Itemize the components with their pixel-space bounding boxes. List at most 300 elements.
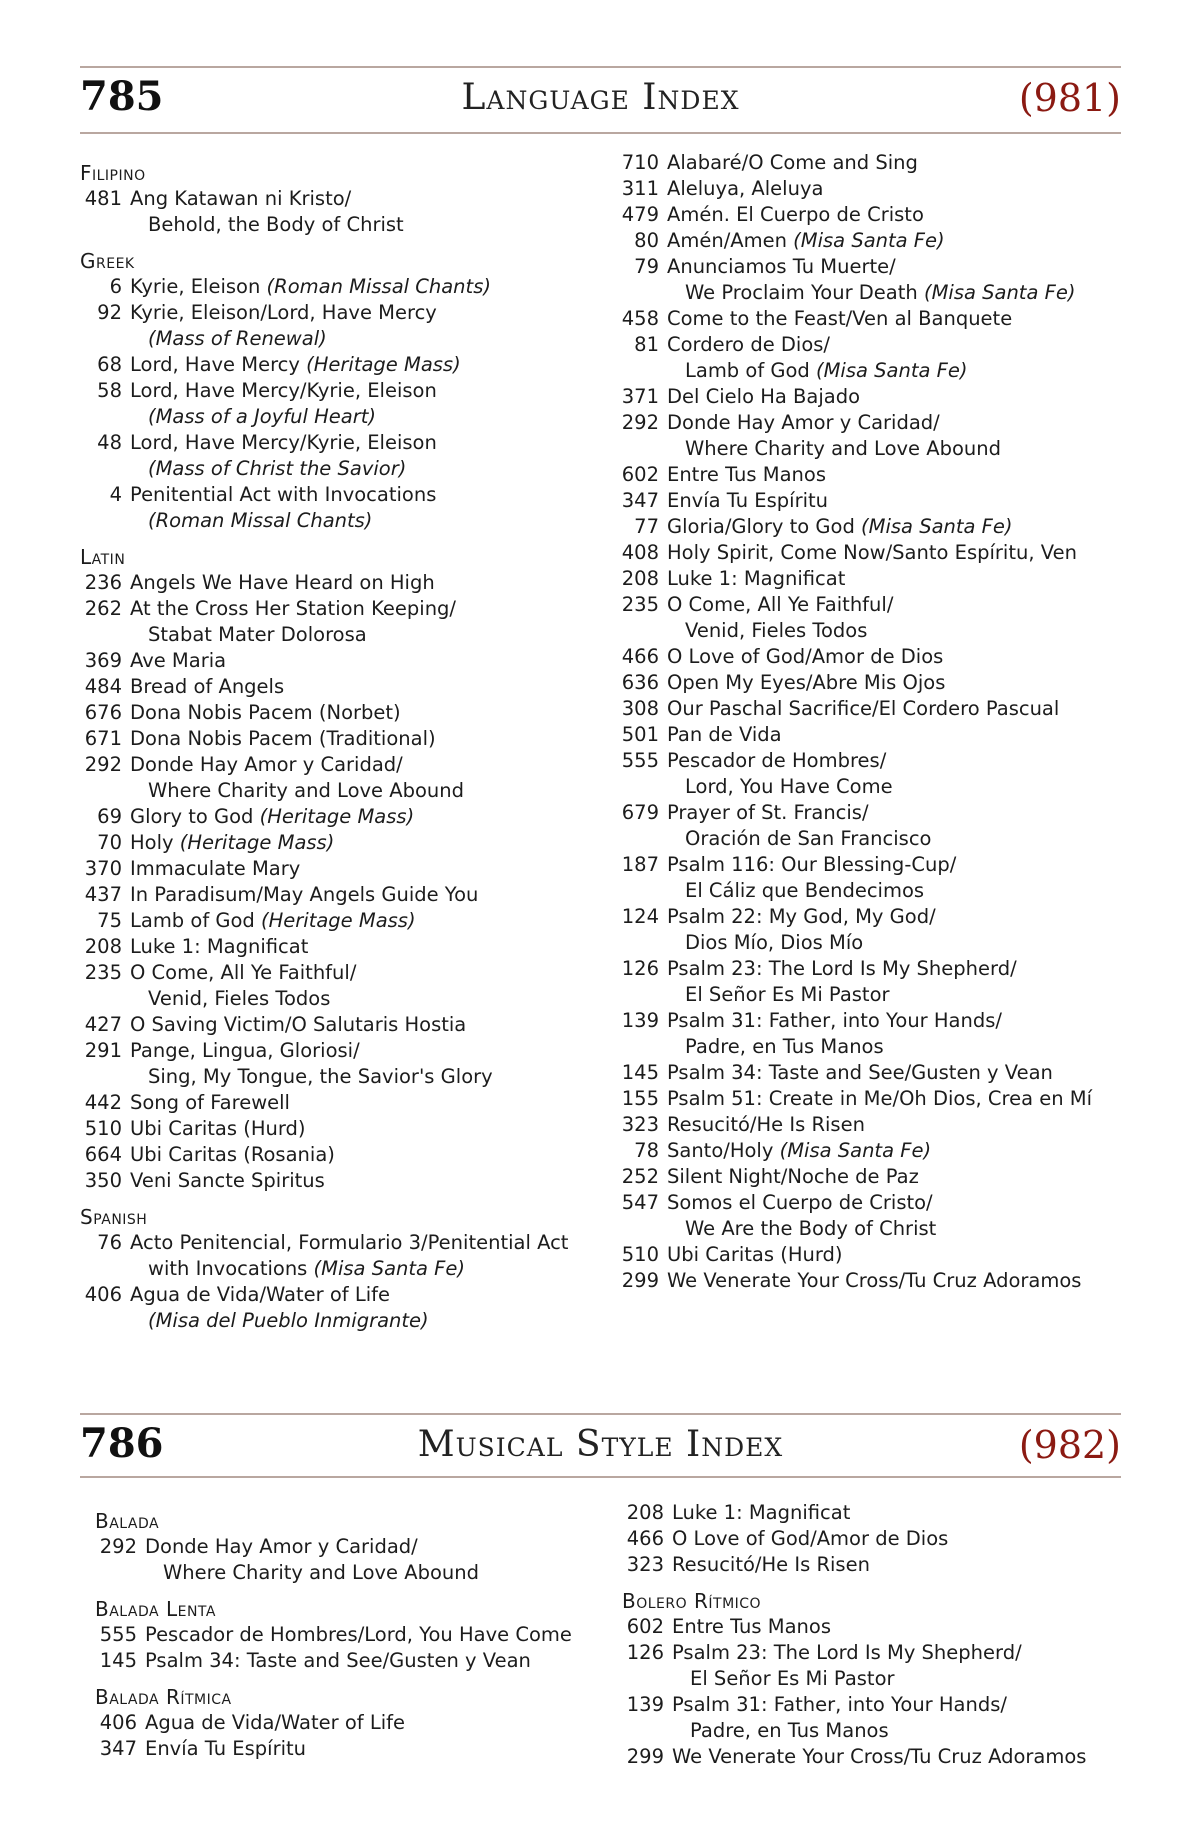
entry-line — [130, 752, 610, 778]
index-entry — [80, 1090, 610, 1116]
entry-title: Luke 1: Magnificat — [130, 935, 309, 958]
entry-line — [672, 1526, 1142, 1552]
entry-line — [667, 696, 1137, 722]
index-entry — [617, 1164, 1137, 1190]
hymn-number: 602 — [621, 463, 659, 486]
entry-line — [667, 540, 1137, 566]
index-entry — [617, 566, 1137, 592]
hymn-number: 311 — [621, 177, 659, 200]
entry-line — [130, 1308, 610, 1334]
index-entry — [622, 1614, 1142, 1640]
hymn-number: 602 — [626, 1615, 664, 1638]
index-entry — [80, 378, 610, 430]
hymn-number: 69 — [97, 805, 122, 828]
hymn-number: 126 — [626, 1641, 664, 1664]
index-entry — [80, 960, 610, 1012]
entry-line — [667, 306, 1137, 332]
entry-title: Pange, Lingua, Gloriosi/ — [130, 1039, 360, 1062]
entry-line — [667, 748, 1137, 774]
index-entry — [617, 670, 1137, 696]
index-entry — [80, 934, 610, 960]
entry-line — [667, 852, 1137, 878]
entry-line — [145, 1648, 615, 1674]
entry-line — [130, 274, 610, 300]
index-entry — [617, 904, 1137, 956]
entry-line — [130, 1230, 610, 1256]
hymn-number: 427 — [84, 1013, 122, 1036]
entry-title: Where Charity and Love Abound — [163, 1561, 479, 1584]
entry-title: Ubi Caritas (Hurd) — [667, 1243, 843, 1266]
index-entry — [95, 1710, 615, 1736]
index-entry — [80, 430, 610, 482]
hymn-number: 676 — [84, 701, 122, 724]
hymn-number: 80 — [634, 229, 659, 252]
entry-line — [672, 1718, 1142, 1744]
entry-line — [667, 462, 1137, 488]
mass-setting-note: (Misa del Pueblo Inmigrante) — [148, 1309, 429, 1332]
index-entry — [95, 1534, 615, 1586]
entry-line — [130, 882, 610, 908]
hymn-number: 235 — [621, 593, 659, 616]
entry-title: Lord, You Have Come — [685, 775, 893, 798]
entry-line — [667, 1034, 1137, 1060]
index-entry — [617, 956, 1137, 1008]
mass-setting-note: (Heritage Mass) — [179, 831, 335, 854]
index-entry — [617, 800, 1137, 852]
entry-line — [130, 830, 610, 856]
entry-line — [667, 176, 1137, 202]
index-entry — [617, 722, 1137, 748]
entry-line — [667, 1164, 1137, 1190]
index-entry — [80, 1116, 610, 1142]
index-entry — [95, 1622, 615, 1648]
entry-line — [667, 1190, 1137, 1216]
entry-line — [130, 300, 610, 326]
entry-title: Oración de San Francisco — [685, 827, 932, 850]
entry-title: O Come, All Ye Faithful/ — [130, 961, 357, 984]
entry-line — [667, 1086, 1137, 1112]
index-entry — [617, 514, 1137, 540]
mass-setting-note: (Mass of Christ the Savior) — [148, 457, 407, 480]
mass-setting-note: (Heritage Mass) — [306, 353, 461, 376]
entry-title: Padre, en Tus Manos — [690, 1719, 889, 1742]
entry-title: Luke 1: Magnificat — [667, 567, 846, 590]
hymn-number: 510 — [84, 1117, 122, 1140]
musical-style-index-right-column — [622, 1500, 1142, 1770]
entry-title: Song of Farewell — [130, 1091, 290, 1114]
entry-line — [667, 254, 1137, 280]
hymn-number: 636 — [621, 671, 659, 694]
entry-title: At the Cross Her Station Keeping/ — [130, 597, 457, 620]
entry-line — [667, 644, 1137, 670]
index-entry — [617, 150, 1137, 176]
index-entry — [80, 882, 610, 908]
entry-line — [130, 1168, 610, 1194]
entry-title: Lamb of God — [685, 359, 816, 382]
index-entry — [80, 830, 610, 856]
entry-title: We Proclaim Your Death — [685, 281, 924, 304]
entry-title: Penitential Act with Invocations — [130, 483, 437, 506]
entry-title: Ubi Caritas (Hurd) — [130, 1117, 306, 1140]
index-entry — [617, 1190, 1137, 1242]
index-entry — [80, 596, 610, 648]
index-entry — [617, 1112, 1137, 1138]
hymn-number: 664 — [84, 1143, 122, 1166]
entry-line — [667, 592, 1137, 618]
entry-title: Psalm 31: Father, into Your Hands/ — [672, 1693, 1007, 1716]
hymn-number: 155 — [621, 1087, 659, 1110]
entry-title: O Love of God/Amor de Dios — [672, 1527, 949, 1550]
mass-setting-note: (Heritage Mass) — [259, 805, 415, 828]
entry-title: Resucitó/He Is Risen — [667, 1113, 865, 1136]
entry-line — [667, 514, 1137, 540]
entry-line — [130, 430, 610, 456]
index-entry — [617, 410, 1137, 462]
language-index-left-column — [80, 160, 610, 1334]
entry-title: Anunciamos Tu Muerte/ — [667, 255, 896, 278]
entry-title: Psalm 23: The Lord Is My Shepherd/ — [667, 957, 1017, 980]
entry-line — [667, 228, 1137, 254]
index-entry — [622, 1500, 1142, 1526]
index-entry — [617, 1138, 1137, 1164]
entry-title: Angels We Have Heard on High — [130, 571, 435, 594]
index-entry — [617, 254, 1137, 306]
hymn-number: 145 — [99, 1649, 137, 1672]
entry-line — [145, 1622, 615, 1648]
entry-title: Envía Tu Espíritu — [667, 489, 829, 512]
entry-line — [130, 1282, 610, 1308]
entry-title: Immaculate Mary — [130, 857, 301, 880]
entry-title: Psalm 22: My God, My God/ — [667, 905, 936, 928]
index-entry — [622, 1640, 1142, 1692]
entry-title: O Love of God/Amor de Dios — [667, 645, 944, 668]
entry-line — [667, 410, 1137, 436]
entry-title: Entre Tus Manos — [667, 463, 826, 486]
entry-title: El Señor Es Mi Pastor — [690, 1667, 895, 1690]
mass-setting-note: (Misa Santa Fe) — [816, 359, 968, 382]
index-entry — [80, 752, 610, 804]
entry-title: Lord, Have Mercy — [130, 353, 307, 376]
entry-title: We Venerate Your Cross/Tu Cruz Adoramos — [667, 1269, 1082, 1292]
entry-line — [130, 570, 610, 596]
hymn-number: 481 — [84, 187, 122, 210]
index-entry — [617, 462, 1137, 488]
entry-title: Donde Hay Amor y Caridad/ — [130, 753, 403, 776]
entry-line — [667, 618, 1137, 644]
entry-line — [672, 1666, 1142, 1692]
entry-line — [130, 326, 610, 352]
entry-line — [130, 856, 610, 882]
entry-title: with Invocations — [148, 1257, 314, 1280]
section-heading: Latin — [80, 545, 126, 569]
entry-title: Psalm 23: The Lord Is My Shepherd/ — [672, 1641, 1022, 1664]
hymn-number: 679 — [621, 801, 659, 824]
entry-line — [130, 596, 610, 622]
mass-setting-note: (Mass of Renewal) — [148, 327, 327, 350]
entry-line — [667, 826, 1137, 852]
hymn-number: 292 — [621, 411, 659, 434]
hymn-number: 437 — [84, 883, 122, 906]
hymn-number: 406 — [84, 1283, 122, 1306]
hymn-number: 292 — [84, 753, 122, 776]
index-entry — [80, 908, 610, 934]
entry-line — [130, 804, 610, 830]
entry-title: O Come, All Ye Faithful/ — [667, 593, 894, 616]
hymn-number: 466 — [621, 645, 659, 668]
entry-title: Behold, the Body of Christ — [148, 213, 404, 236]
musical-style-index-header — [80, 1413, 1121, 1467]
entry-title: Where Charity and Love Abound — [148, 779, 464, 802]
hymn-number: 126 — [621, 957, 659, 980]
entry-title: Amén. El Cuerpo de Cristo — [667, 203, 924, 226]
entry-line — [672, 1640, 1142, 1666]
index-entry — [622, 1692, 1142, 1744]
language-index-header — [80, 66, 1121, 120]
entry-line — [667, 1008, 1137, 1034]
entry-title: In Paradisum/May Angels Guide You — [130, 883, 479, 906]
entry-title: Where Charity and Love Abound — [685, 437, 1001, 460]
index-entry — [617, 696, 1137, 722]
entry-title: Dona Nobis Pacem (Traditional) — [130, 727, 436, 750]
entry-title: Holy — [130, 831, 180, 854]
entry-line — [130, 482, 610, 508]
entry-line — [672, 1692, 1142, 1718]
entry-title: Pescador de Hombres/ — [667, 749, 887, 772]
index-entry — [80, 186, 610, 238]
entry-line — [667, 930, 1137, 956]
entry-title: Psalm 34: Taste and See/Gusten y Vean — [667, 1061, 1053, 1084]
entry-line — [667, 904, 1137, 930]
hymn-number: 479 — [621, 203, 659, 226]
entry-title: Alabaré/O Come and Sing — [667, 151, 918, 174]
hymn-number: 208 — [626, 1501, 664, 1524]
entry-line — [667, 670, 1137, 696]
hymn-number: 442 — [84, 1091, 122, 1114]
entry-title: Open My Eyes/Abre Mis Ojos — [667, 671, 946, 694]
index-entry — [80, 274, 610, 300]
hymn-number: 79 — [634, 255, 659, 278]
entry-title: Our Paschal Sacrifice/El Cordero Pascual — [667, 697, 1060, 720]
hymn-number: 81 — [634, 333, 659, 356]
hymn-number: 58 — [97, 379, 122, 402]
entry-title: We Are the Body of Christ — [685, 1217, 937, 1240]
entry-title: Lamb of God — [130, 909, 261, 932]
mass-setting-note: (Roman Missal Chants) — [148, 509, 373, 532]
mass-setting-note: (Misa Santa Fe) — [923, 281, 1076, 304]
entry-line — [130, 1116, 610, 1142]
index-entry — [617, 176, 1137, 202]
section-heading: Bolero Rítmico — [622, 1589, 762, 1613]
hymn-number: 323 — [626, 1553, 664, 1576]
entry-line — [667, 956, 1137, 982]
entry-line — [667, 358, 1137, 384]
entry-line — [130, 456, 610, 482]
index-entry — [617, 202, 1137, 228]
hymn-number: 369 — [84, 649, 122, 672]
index-entry — [80, 856, 610, 882]
entry-line — [667, 566, 1137, 592]
hymn-number: 292 — [99, 1535, 137, 1558]
index-entry — [80, 482, 610, 534]
entry-line — [130, 674, 610, 700]
hymn-number: 76 — [97, 1231, 122, 1254]
hymn-number: 78 — [634, 1139, 659, 1162]
entry-title: Padre, en Tus Manos — [685, 1035, 884, 1058]
index-entry — [617, 384, 1137, 410]
entry-line — [130, 934, 610, 960]
entry-title: Silent Night/Noche de Paz — [667, 1165, 919, 1188]
mass-setting-note: (Heritage Mass) — [261, 909, 416, 932]
page-title: Language Index — [461, 77, 740, 118]
entry-title: Agua de Vida/Water of Life — [130, 1283, 391, 1306]
entry-line — [130, 1012, 610, 1038]
entry-line — [672, 1614, 1142, 1640]
hymn-number: 350 — [84, 1169, 122, 1192]
entry-title: Pan de Vida — [667, 723, 782, 746]
hymn-number: 252 — [621, 1165, 659, 1188]
entry-title: Psalm 34: Taste and See/Gusten y Vean — [145, 1649, 531, 1672]
entry-line — [130, 186, 610, 212]
entry-title: Entre Tus Manos — [672, 1615, 831, 1638]
mass-setting-note: (Roman Missal Chants) — [266, 275, 491, 298]
hymn-number: 555 — [621, 749, 659, 772]
entry-line — [667, 1216, 1137, 1242]
hymn-number: 4 — [109, 483, 122, 506]
hymn-number: 510 — [621, 1243, 659, 1266]
entry-line — [667, 280, 1137, 306]
index-entry — [80, 1012, 610, 1038]
page-number: 786 — [80, 1420, 164, 1467]
entry-title: Stabat Mater Dolorosa — [148, 623, 367, 646]
entry-title: Bread of Angels — [130, 675, 285, 698]
entry-line — [145, 1710, 615, 1736]
entry-title: Dios Mío, Dios Mío — [685, 931, 864, 954]
entry-title: Cordero de Dios/ — [667, 333, 830, 356]
entry-line — [130, 508, 610, 534]
index-entry — [80, 674, 610, 700]
entry-title: Psalm 31: Father, into Your Hands/ — [667, 1009, 1002, 1032]
entry-line — [130, 1256, 610, 1282]
index-entry — [617, 592, 1137, 644]
hymn-number: 77 — [634, 515, 659, 538]
hymn-number: 6 — [109, 275, 122, 298]
index-entry — [80, 300, 610, 352]
entry-line — [667, 800, 1137, 826]
hymn-number: 308 — [621, 697, 659, 720]
entry-line — [145, 1560, 615, 1586]
entry-title: Santo/Holy — [667, 1139, 780, 1162]
entry-title: Come to the Feast/Ven al Banquete — [667, 307, 1013, 330]
entry-line — [667, 774, 1137, 800]
section-heading: Balada — [95, 1509, 160, 1533]
index-entry — [617, 228, 1137, 254]
index-entry — [80, 648, 610, 674]
page-reference: (982) — [1018, 1423, 1121, 1467]
section-heading: Greek — [80, 249, 135, 273]
header-rule — [80, 1476, 1121, 1478]
entry-title: Resucitó/He Is Risen — [672, 1553, 870, 1576]
entry-line — [130, 1090, 610, 1116]
index-entry — [622, 1552, 1142, 1578]
entry-line — [130, 726, 610, 752]
index-entry — [617, 488, 1137, 514]
hymn-number: 48 — [97, 431, 122, 454]
entry-title: Ave Maria — [130, 649, 227, 672]
hymn-number: 299 — [626, 1745, 664, 1768]
index-entry — [95, 1736, 615, 1762]
hymn-number: 291 — [84, 1039, 122, 1062]
entry-line — [672, 1552, 1142, 1578]
index-entry — [617, 1008, 1137, 1060]
entry-title: Ubi Caritas (Rosania) — [130, 1143, 335, 1166]
entry-line — [667, 1242, 1137, 1268]
entry-title: Veni Sancte Spiritus — [130, 1169, 325, 1192]
entry-title: Amén/Amen — [667, 229, 794, 252]
entry-line — [130, 648, 610, 674]
entry-title: Psalm 51: Create in Me/Oh Dios, Crea en Mí — [667, 1087, 1093, 1110]
index-entry — [617, 1242, 1137, 1268]
hymn-number: 139 — [626, 1693, 664, 1716]
hymn-number: 75 — [97, 909, 122, 932]
index-entry — [80, 570, 610, 596]
entry-line — [667, 384, 1137, 410]
hymn-number: 208 — [621, 567, 659, 590]
hymn-number: 458 — [621, 307, 659, 330]
entry-line — [145, 1736, 615, 1762]
entry-line — [667, 982, 1137, 1008]
index-entry — [80, 352, 610, 378]
entry-line — [667, 332, 1137, 358]
hymn-number: 408 — [621, 541, 659, 564]
entry-line — [130, 700, 610, 726]
entry-title: Lord, Have Mercy/Kyrie, Eleison — [130, 431, 437, 454]
entry-line — [667, 722, 1137, 748]
hymn-number: 235 — [84, 961, 122, 984]
entry-line — [667, 202, 1137, 228]
hymn-number: 145 — [621, 1061, 659, 1084]
entry-title: Psalm 116: Our Blessing-Cup/ — [667, 853, 957, 876]
section-heading: Balada Lenta — [95, 1597, 216, 1621]
entry-title: Holy Spirit, Come Now/Santo Espíritu, Ven — [667, 541, 1077, 564]
page-number: 785 — [80, 73, 164, 120]
entry-title: Lord, Have Mercy/Kyrie, Eleison — [130, 379, 437, 402]
hymn-number: 555 — [99, 1623, 137, 1646]
entry-line — [667, 150, 1137, 176]
entry-title: Prayer of St. Francis/ — [667, 801, 869, 824]
entry-line — [130, 908, 610, 934]
hymn-number: 371 — [621, 385, 659, 408]
hymn-number: 547 — [621, 1191, 659, 1214]
index-entry — [622, 1526, 1142, 1552]
entry-title: O Saving Victim/O Salutaris Hostia — [130, 1013, 467, 1036]
hymn-number: 187 — [621, 853, 659, 876]
entry-title: Gloria/Glory to God — [667, 515, 862, 538]
entry-line — [130, 960, 610, 986]
hymn-number: 92 — [97, 301, 122, 324]
entry-title: Aleluya, Aleluya — [667, 177, 824, 200]
mass-setting-note: (Misa Santa Fe) — [861, 515, 1013, 538]
index-entry — [80, 804, 610, 830]
page-reference: (981) — [1018, 76, 1121, 120]
hymn-number: 370 — [84, 857, 122, 880]
index-entry — [617, 748, 1137, 800]
entry-line — [145, 1534, 615, 1560]
index-entry — [617, 306, 1137, 332]
entry-line — [667, 436, 1137, 462]
entry-title: Donde Hay Amor y Caridad/ — [145, 1535, 418, 1558]
hymn-number: 406 — [99, 1711, 137, 1734]
entry-title: Ang Katawan ni Kristo/ — [130, 187, 352, 210]
